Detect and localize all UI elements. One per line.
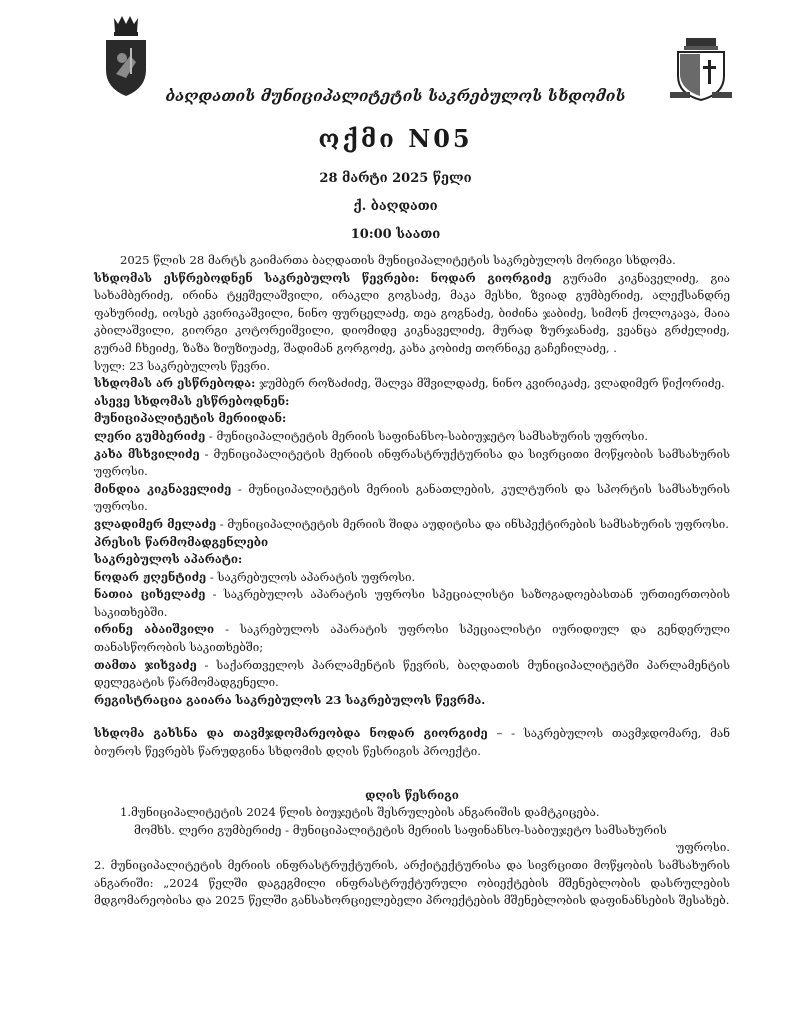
staff-row: ნოდარ ჟღენტიძე - საკრებულოს აპარატის უფროსი. [94, 569, 416, 584]
chair-name: ნოდარ გიორგიძე [430, 270, 552, 285]
staff-name: თამთა ჯიხვაძე [94, 657, 197, 672]
attendees-label: სხდომას ესწრებოდნენ საკრებულოს წევრები: [94, 270, 420, 285]
absent-paragraph [94, 375, 730, 393]
opening-paragraph [94, 725, 730, 760]
absent-label: სხდომას არ ესწრებოდა: [94, 376, 256, 391]
opening-bold: სხდომა გახსნა და თავმჯდომარეობდა ნოდარ გიორგიძე [94, 726, 488, 741]
staff-row: ნათია ციხელაძე - საკრებულოს აპარატის უფროსი სპეციალისტი საზოგადოებასთან ურთიერთობის საკითხებში. [94, 587, 730, 619]
official-row: კახა მსხვილიძე - მუნიციპალიტეტის მერიის ინფრასტრუქტურისა და სივრცითი მოწყობის სამსახურის უფროსი. [94, 446, 730, 479]
official-role: მუნიციპალიტეტის მერიის განათლების, კულტურის და სპორტის სამსახურის უფროსი. [94, 481, 730, 514]
official-role: მუნიციპალიტეტის მერიის საფინანსო-საბიუჯეტო სამსახურის უფროსი. [216, 428, 649, 443]
official-row: ვლადიმერ მელაძე - მუნიციპალიტეტის მერიის შიდა აუდიტისა და ინსპექტირების სამსახურის უფროსი. [94, 516, 729, 531]
staff-role: საკრებულოს აპარატის უფროსი სპეციალისტი იურიდიულ და გენდერული თანასწორობის საკითხებში; [94, 622, 730, 655]
official-name: მინდია კიკნაველიძე [94, 481, 232, 496]
staff-name: ნოდარ ჟღენტიძე [94, 569, 207, 584]
official-name: კახა მსხვილიძე [94, 446, 200, 461]
official-name: ვლადიმერ მელაძე [94, 516, 217, 531]
agenda-item-1-speaker-end: უფროსი. [676, 840, 730, 855]
meeting-date: 28 მარტი 2025 წელი [319, 171, 472, 186]
official-role: მუნიციპალიტეტის მერიის ინფრასტრუქტურისა და სივრცითი მოწყობის სამსახურის უფროსი. [94, 446, 730, 479]
absent-list: ჯუმბერ როზაძიძე, შალვა მშვილდაძე, ნინო კვირიკაძე, ვლადიმერ წიქორიძე. [259, 376, 725, 391]
municipality-label: მუნიციპალიტეტის მერიიდან: [94, 411, 287, 426]
staff-role: საკრებულოს აპარატის უფროსი სპეციალისტი საზოგადოებასთან ურთიერთობის საკითხებში. [94, 587, 730, 619]
staff-name: ნათია ციხელაძე [94, 587, 206, 602]
official-row: მინდია კიკნაველიძე - მუნიციპალიტეტის მერიის განათლების, კულტურის და სპორტის სამსახურის უფროსი. [94, 481, 730, 514]
meeting-place: ქ. ბაღდათი [353, 199, 438, 214]
agenda-item-1-speaker: მომხს. ლერი გუმბერიძე - მუნიციპალიტეტის მერიის საფინანსო-საბიუჯეტო სამსახურის [134, 822, 667, 837]
staff-role: საქართველოს პარლამენტის წევრის, ბაღდათის მუნიციპალიტეტში პარლამენტის დელეგატის წარმომადგენელი. [94, 657, 730, 690]
attendees-paragraph [94, 270, 730, 358]
registration-line: რეგისტრაცია გაიარა საკრებულოს 23 საკრებულოს წევრმა. [94, 692, 486, 707]
staff-row: ირინე აბაიშვილი - საკრებულოს აპარატის უფროსი სპეციალისტი იურიდიულ და გენდერული თანასწორობის საკითხებში; [94, 622, 730, 655]
official-row: ლერი გუმბერიძე - მუნიციპალიტეტის მერიის საფინანსო-საბიუჯეტო სამსახურის უფროსი. [94, 428, 649, 443]
minutes-body [94, 252, 730, 910]
attendees-list: გურამი კიკნაველიძე, გია სახამბერიძე, ირინა ტყეშელაშვილი, ირაკლი გოგსაძე, მაკა მესხი, ზვიად გუმბერიძე, ალექსანდრე ფახურიძე, იოსებ კვირიკაშვილი, ნინო ფურცელაძე, თეა გოგნაძე, ბიძინა ჯაბიძე, სიმონ ქოლოკავა, მაია კბილაშვილი, გიორგი კოტორეიშვილი, დიომიდე კიკნაველიძე, მურად ზურჯანაძე, ვეანცა გრძელიძე, გურამ ჩხეიძე, ზაზა ზიუზიუაძე, შადიმან გორგოძე, კახა კობიძე თორნიკე გაჩეჩილაძე, . [94, 270, 731, 355]
agenda-item-2: 2. მუნიციპალიტეტის მერიის ინფრასტრუქტურის, არქიტექტურისა და სივრცითი მოწყობის სამსახურის ანგარიში: „2024 წელში დაგეგმილი ინფრასტრუქტურული ობიექტების მშენებლობის დასრულების მდგომარეობისა და 2025 წელში განსახორციელებელი პროექტების მშენებლობის დაფინანსების შესახებ. [94, 858, 730, 908]
staff-row: თამთა ჯიხვაძე - საქართველოს პარლამენტის წევრის, ბაღდათის მუნიციპალიტეტში პარლამენტის დელეგატის წარმომადგენელი. [94, 657, 730, 690]
press-label: პრესის წარმომადგენლები [94, 534, 269, 549]
intro-paragraph: 2025 წლის 28 მარტს გაიმართა ბაღდათის მუნიციპალიტეტის საკრებულოს მორიგი სხდომა. [120, 253, 676, 267]
apparatus-label: საკრებულოს აპარატი: [94, 552, 243, 567]
opening-text: – - საკრებულოს თავმჯდომარე, მან ბიუროს წევრებს წარუდგინა სხდომის დღის წესრიგის პროექტი. [94, 726, 730, 759]
council-meeting-title: ბაღდათის მუნიციპალიტეტის საკრებულოს სხდომის [165, 86, 626, 105]
official-role: მუნიციპალიტეტის მერიის შიდა აუდიტისა და ინსპექტირების სამსახურის უფროსი. [227, 516, 729, 531]
agenda-title: დღის წესრიგი [365, 787, 459, 802]
staff-name: ირინე აბაიშვილი [94, 622, 215, 637]
attendees-total: სულ: 23 საკრებულოს წევრი. [94, 358, 271, 373]
minutes-title: ოქმი N05 [318, 124, 473, 153]
official-name: ლერი გუმბერიძე [94, 428, 206, 443]
staff-role: საკრებულოს აპარატის უფროსი. [217, 569, 416, 584]
also-attended-label: ასევე სხდომას ესწრებოდნენ: [94, 393, 290, 408]
agenda-item-1: 1.მუნიციპალიტეტის 2024 წლის ბიუჯეტის შესრულების ანგარიშის დამტკიცება. [120, 805, 600, 820]
meeting-time: 10:00 საათი [350, 227, 441, 242]
